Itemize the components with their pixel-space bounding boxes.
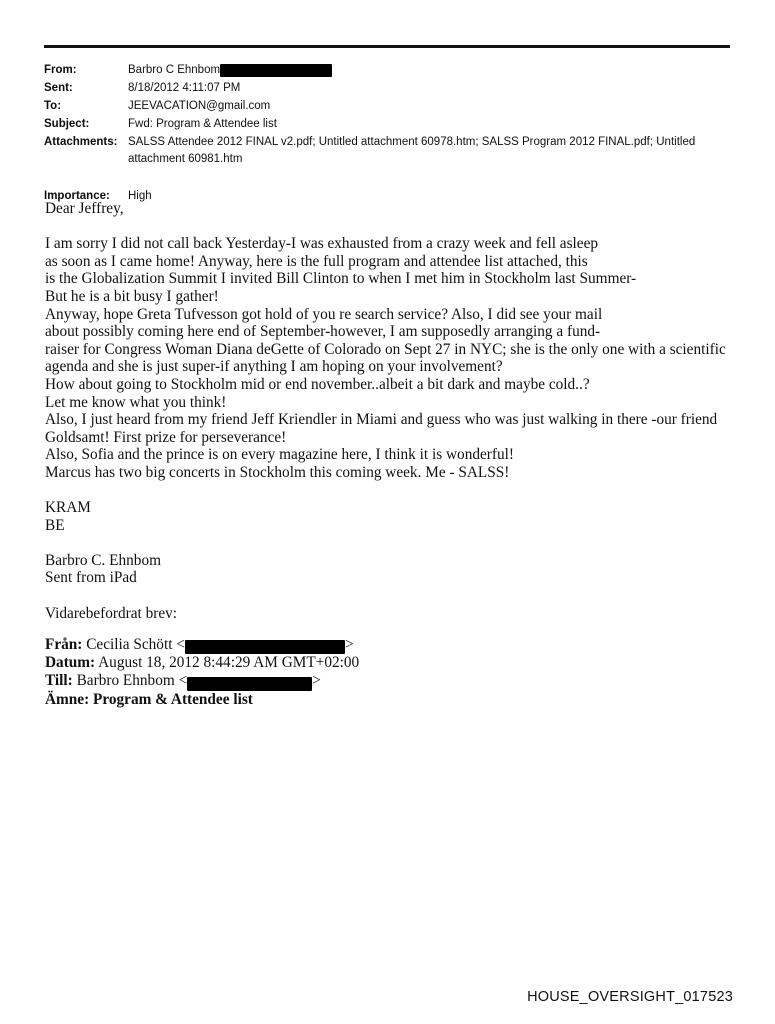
- forwarded-value-to: Barbro Ehnbom: [76, 672, 175, 690]
- signature-device: Sent from iPad: [45, 569, 137, 587]
- body-spacer-4: [45, 587, 745, 605]
- from-name-text: Barbro C Ehnbom: [128, 64, 221, 76]
- header-divider-rule: [44, 45, 730, 48]
- body-line: How about going to Stockholm mid or end november..albeit a bit dark and maybe cold..?: [45, 375, 590, 393]
- forwarded-row-to: [45, 672, 745, 690]
- redaction-bar-forwarded-to: [187, 677, 312, 691]
- forwarded-label-subject: Ämne:: [45, 690, 90, 708]
- forwarded-label-date: Datum:: [45, 654, 96, 672]
- email-header-block: [44, 62, 734, 206]
- header-row-sent: [44, 80, 734, 97]
- header-value-sent: 8/18/2012 4:11:07 PM: [128, 82, 241, 94]
- body-line: Let me know what you think!: [45, 393, 227, 411]
- header-label-from: From:: [44, 64, 77, 76]
- signoff-line: KRAM: [45, 499, 91, 517]
- signature-name: Barbro C. Ehnbom: [45, 551, 161, 569]
- signoff-initials: BE: [45, 516, 65, 534]
- greeting-line: Dear Jeffrey,: [45, 200, 124, 217]
- body-signature: [45, 552, 745, 587]
- body-line: But he is a bit busy I gather!: [45, 287, 219, 305]
- angle-close: >: [344, 636, 354, 653]
- forwarded-row-from: [45, 636, 745, 654]
- body-signoff: [45, 499, 745, 534]
- header-label-sent: Sent:: [44, 82, 73, 94]
- header-row-subject: [44, 116, 734, 133]
- body-line: agenda and she is just super-if anything I am hoping on your involvement?: [45, 358, 503, 376]
- bates-stamp: HOUSE_OVERSIGHT_017523: [527, 989, 733, 1005]
- body-line: Marcus has two big concerts in Stockholm this coming week. Me - SALSS!: [45, 463, 510, 481]
- forwarded-notice: [45, 605, 745, 623]
- header-row-to: [44, 98, 734, 115]
- header-label-importance: Importance:: [44, 190, 110, 202]
- body-line: I am sorry I did not call back Yesterday-I was exhausted from a crazy week and fell asleep: [45, 235, 599, 253]
- body-line: as soon as I came home! Anyway, here is the full program and attendee list attached, this: [45, 252, 588, 270]
- forwarded-value-from: Cecilia Schött: [86, 636, 173, 653]
- body-line: Also, Sofia and the prince is on every magazine here, I think it is wonderful!: [45, 446, 514, 464]
- forwarded-notice-line: Vidarebefordrat brev:: [45, 604, 178, 622]
- body-line: Also, I just heard from my friend Jeff Kriendler in Miami and guess who was just walking in there -our friend: [45, 411, 718, 429]
- header-value-importance: High: [128, 190, 152, 202]
- body-greeting: [45, 200, 745, 218]
- forwarded-value-subject: Program & Attendee list: [93, 690, 253, 708]
- body-line: Anyway, hope Greta Tufvesson got hold of you re search service? Also, I did see your mail: [45, 305, 603, 323]
- body-line: is the Globalization Summit I invited Bill Clinton to when I met him in Stockholm last Summer-: [45, 270, 637, 288]
- header-row-from: [44, 62, 734, 79]
- body-spacer-2: [45, 482, 745, 500]
- header-value-attachments: SALSS Attendee 2012 FINAL v2.pdf; Untitled attachment 60978.htm; SALSS Program 2012 FINAL.pdf; Untitled attachment 60981.htm: [128, 136, 696, 165]
- body-line: raiser for Congress Woman Diana deGette of Colorado on Sept 27 in NYC; she is the only one with a scientific: [45, 340, 726, 358]
- angle-open-2: <: [178, 672, 188, 690]
- forwarded-row-date: [45, 654, 745, 672]
- body-line: about possibly coming here end of September-however, I am supposedly arranging a fund-: [45, 323, 601, 341]
- email-body: [45, 200, 745, 622]
- forwarded-label-from: Från:: [45, 636, 83, 653]
- header-label-subject: Subject:: [44, 118, 90, 130]
- angle-close-2: >: [312, 672, 321, 690]
- forwarded-header-block: [45, 636, 745, 709]
- header-value-subject: Fwd: Program & Attendee list: [128, 118, 277, 130]
- body-paragraph-main: [45, 235, 745, 481]
- header-label-attachments: Attachments:: [44, 136, 118, 148]
- header-value-to: JEEVACATION@gmail.com: [128, 100, 271, 112]
- body-line: Goldsamt! First prize for perseverance!: [45, 428, 287, 446]
- header-row-attachments: [44, 134, 734, 168]
- forwarded-value-date: August 18, 2012 8:44:29 AM GMT+02:00: [98, 654, 360, 672]
- forwarded-row-subject: [45, 691, 745, 709]
- redaction-bar-from: [220, 64, 332, 77]
- forwarded-label-to: Till:: [45, 672, 73, 690]
- header-value-from: [128, 62, 734, 79]
- body-spacer-1: [45, 218, 745, 236]
- angle-open: <: [176, 636, 185, 653]
- body-spacer-3: [45, 534, 745, 552]
- header-label-to: To:: [44, 100, 62, 112]
- redaction-bar-forwarded-from: [185, 640, 345, 654]
